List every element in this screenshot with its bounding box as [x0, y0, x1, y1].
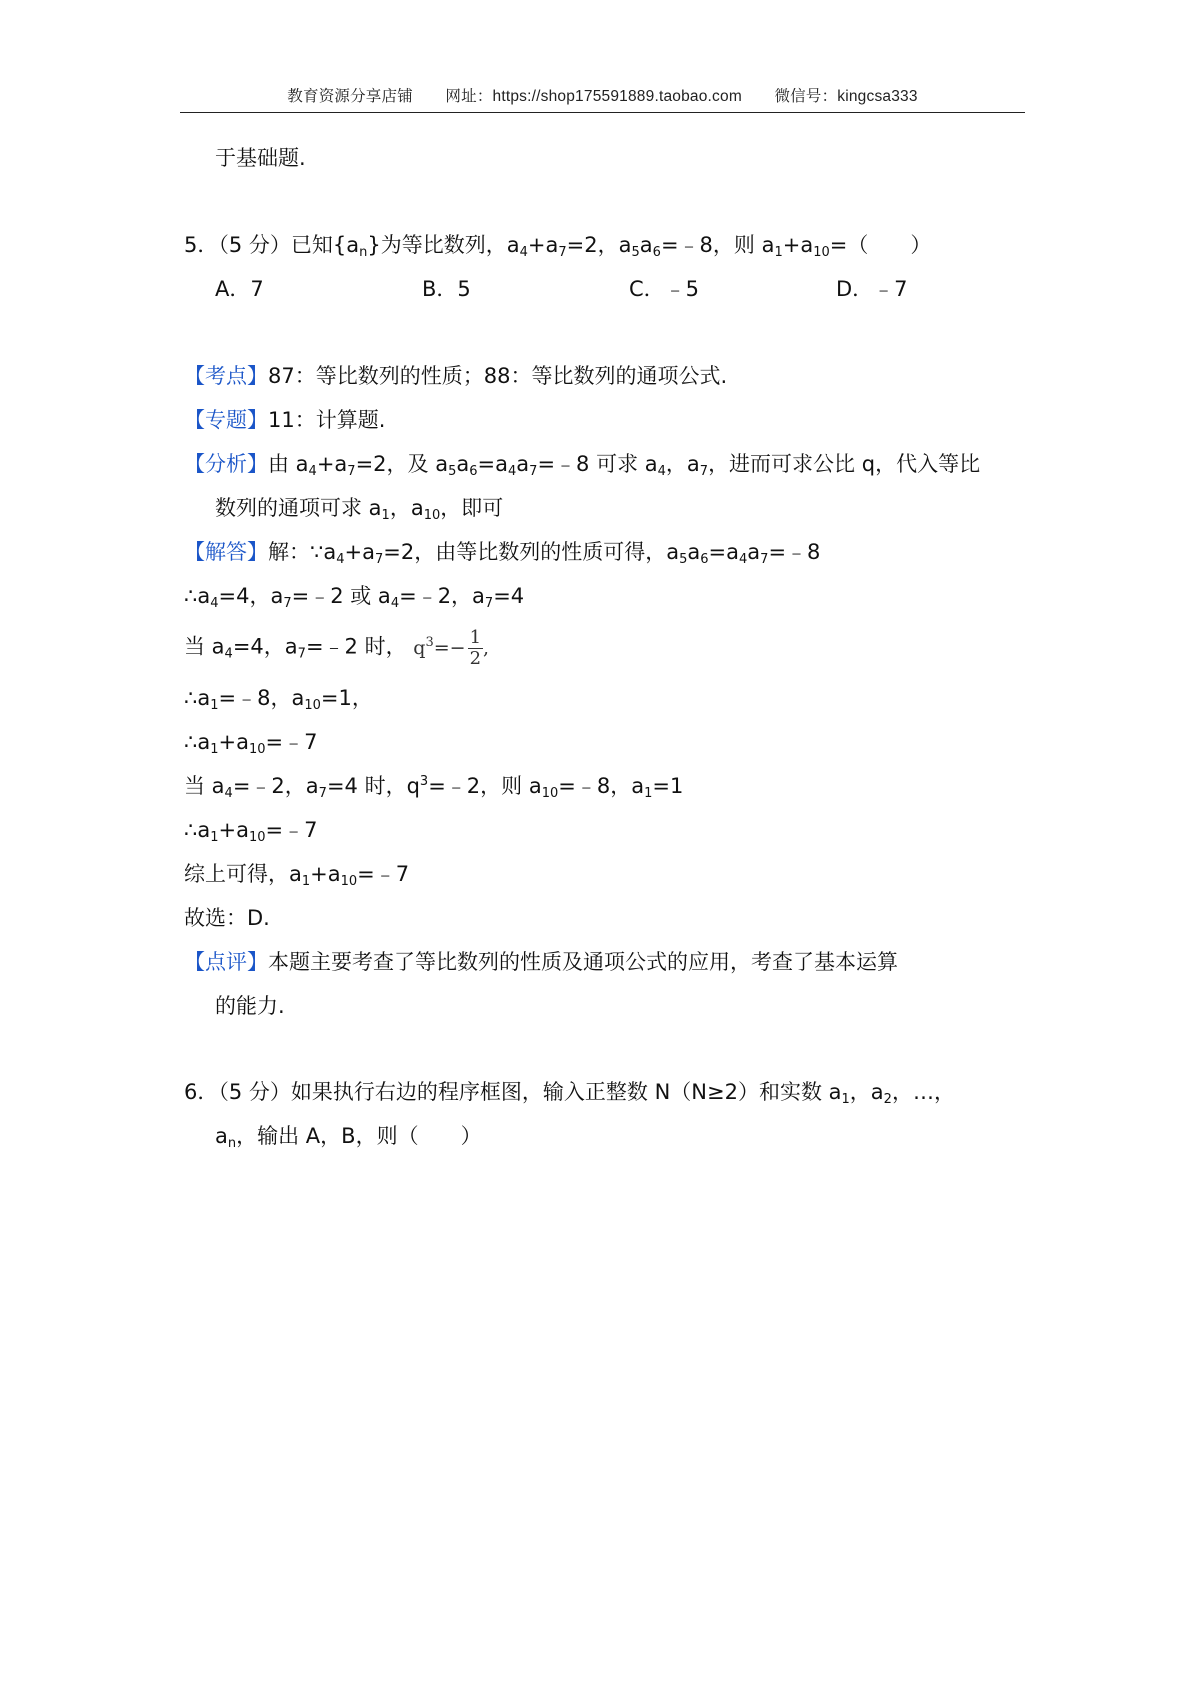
- dianping-tag: 【点评】: [184, 950, 268, 974]
- text-segment: ，输出 A，B，则（ ）: [236, 1124, 482, 1148]
- subscript: 6: [469, 464, 478, 479]
- solution-line-3: [184, 628, 489, 669]
- text-segment: =﹣2，则 a: [428, 774, 542, 798]
- text-segment: =﹣7: [265, 730, 318, 754]
- text-segment: =﹣7: [357, 862, 410, 886]
- text-segment: =−: [433, 636, 466, 659]
- subscript: 1: [774, 245, 783, 260]
- text-segment: ∴a: [184, 584, 211, 608]
- subscript: 4: [739, 552, 748, 567]
- text-segment: 当 a: [184, 634, 225, 659]
- subscript: 7: [374, 552, 384, 567]
- text-segment: ，a: [665, 452, 700, 476]
- text-segment: 综上可得，a: [184, 862, 302, 886]
- text-segment: ,: [483, 636, 490, 659]
- text-segment: 2: [469, 648, 482, 669]
- subscript: 7: [318, 786, 327, 801]
- wechat-id: 微信号：kingcsa333: [774, 88, 918, 105]
- subscript: 6: [700, 552, 709, 567]
- text-segment: 11：计算题.: [268, 408, 386, 432]
- text-segment: ∴a: [184, 818, 211, 842]
- subscript: 7: [283, 596, 292, 611]
- solution-conclusion: [184, 859, 409, 889]
- text-segment: =﹣2 时，: [305, 634, 407, 659]
- question-score: （5 分）: [218, 1080, 291, 1104]
- option-d: D．﹣7: [836, 277, 908, 301]
- subscript: n: [227, 1136, 237, 1151]
- question-6-stem-2: [215, 1121, 482, 1151]
- subscript: 1: [381, 508, 390, 523]
- text-segment: +a: [527, 233, 559, 257]
- subscript: 4: [224, 646, 233, 662]
- text-segment: =4，a: [232, 634, 298, 659]
- text-segment: +a: [310, 862, 341, 886]
- text-segment: =a: [708, 540, 739, 564]
- shop-name: 教育资源分享店铺: [287, 88, 413, 105]
- previous-answer-tail: 于基础题.: [215, 146, 306, 170]
- page-header: [180, 84, 1025, 113]
- subscript: 7: [297, 646, 306, 662]
- text-segment: =4，a: [218, 584, 284, 608]
- shop-website: 网址：https://shop175591889.taobao.com: [445, 88, 742, 105]
- subscript: 4: [308, 464, 317, 479]
- option-a: A．7: [215, 277, 264, 301]
- text-segment: a: [747, 540, 761, 564]
- jieda-line: [184, 537, 820, 567]
- dianping-line-1: [184, 947, 898, 977]
- text-segment: =2，及 a: [355, 452, 449, 476]
- subscript: n: [359, 245, 368, 260]
- text-segment: 如果执行右边的程序框图，输入正整数 N（N≥2）和实数 a: [290, 1080, 842, 1104]
- subscript: 10: [248, 830, 266, 845]
- text-segment: =﹣7: [265, 818, 318, 842]
- subscript: 10: [541, 786, 559, 801]
- text-segment: 由 a: [268, 452, 309, 476]
- subscript: 10: [304, 698, 321, 713]
- subscript: 5: [631, 245, 640, 260]
- question-number: 6．: [184, 1080, 219, 1104]
- text-segment: +a: [218, 818, 249, 842]
- fenxi-line-2: [215, 493, 503, 523]
- option-b: B．5: [422, 277, 471, 301]
- text-segment: =a: [477, 452, 508, 476]
- subscript: 4: [508, 464, 517, 479]
- dianping-line-2: 的能力.: [215, 994, 285, 1018]
- subscript: 7: [484, 596, 494, 611]
- text-segment: ，…，: [891, 1080, 955, 1104]
- subscript: 7: [529, 464, 538, 479]
- kaodian-line: [184, 361, 727, 391]
- solution-line-5: [184, 727, 318, 757]
- subscript: 10: [248, 742, 266, 757]
- subscript: 7: [760, 552, 769, 567]
- subscript: 1: [210, 830, 219, 845]
- question-5-options: [215, 274, 908, 304]
- subscript: 10: [340, 874, 358, 889]
- subscript: 5: [679, 552, 688, 567]
- solution-line-7: [184, 815, 318, 845]
- subscript: 4: [336, 552, 345, 567]
- text-segment: +a: [782, 233, 814, 257]
- option-c: C．﹣5: [629, 277, 700, 301]
- subscript: 4: [519, 245, 528, 260]
- text-segment: ，进而可求公比 q，代入等比: [708, 452, 981, 476]
- text-segment: ∴a: [184, 686, 211, 710]
- subscript: 1: [210, 742, 219, 757]
- text-segment: a: [516, 452, 530, 476]
- fraction-one-half: [468, 628, 483, 669]
- kaodian-tag: 【考点】: [184, 364, 268, 388]
- text-segment: =1: [652, 774, 684, 798]
- subscript: 4: [657, 464, 666, 479]
- text-segment: +a: [218, 730, 249, 754]
- superscript: 3: [425, 634, 434, 650]
- subscript: 4: [390, 596, 400, 611]
- text-segment: +a: [344, 540, 375, 564]
- fenxi-line-1: [184, 449, 980, 479]
- text-segment: }为等比数列，a: [367, 233, 520, 257]
- answer-choice: 故选：D.: [184, 906, 270, 930]
- text-segment: 解：∵a: [268, 540, 337, 564]
- text-segment: ，即可: [440, 496, 504, 520]
- q-cubed-formula: [413, 627, 490, 669]
- text-segment: =4 时，q: [326, 774, 420, 798]
- text-segment: =（ ）: [829, 233, 932, 257]
- text-segment: 数列的通项可求 a: [215, 496, 382, 520]
- text-segment: 87：等比数列的性质；88：等比数列的通项公式.: [268, 364, 728, 388]
- zhuanti-line: [184, 405, 385, 435]
- text-segment: +a: [316, 452, 348, 476]
- text-segment: =﹣2，a: [399, 584, 485, 608]
- question-5-stem: [184, 230, 931, 260]
- text-segment: =﹣8: [768, 540, 821, 564]
- subscript: 10: [813, 245, 830, 260]
- text-segment: =2，a: [566, 233, 632, 257]
- text-segment: 已知{a: [290, 233, 360, 257]
- text-segment: =﹣8，a: [218, 686, 305, 710]
- text-segment: =﹣8，则 a: [660, 233, 775, 257]
- zhuanti-tag: 【专题】: [184, 408, 268, 432]
- question-score: （5 分）: [218, 233, 291, 257]
- subscript: 1: [644, 786, 653, 801]
- question-6-stem-1: [184, 1077, 955, 1107]
- text-segment: 本题主要考查了等比数列的性质及通项公式的应用，考查了基本运算: [268, 950, 898, 974]
- text-segment: ，a: [389, 496, 424, 520]
- text-segment: =﹣2 或 a: [291, 584, 391, 608]
- text-segment: =﹣8，a: [558, 774, 645, 798]
- text-segment: 当 a: [184, 774, 225, 798]
- text-segment: =2，由等比数列的性质可得，a: [383, 540, 680, 564]
- superscript: 3: [419, 774, 429, 789]
- text-segment: a: [639, 233, 653, 257]
- text-segment: a: [687, 540, 701, 564]
- text-segment: q: [413, 636, 426, 659]
- text-segment: ，a: [849, 1080, 884, 1104]
- subscript: 4: [210, 596, 219, 611]
- subscript: 1: [841, 1092, 850, 1107]
- subscript: 5: [448, 464, 457, 479]
- jieda-tag: 【解答】: [184, 540, 268, 564]
- solution-line-4: [184, 683, 373, 713]
- solution-line-2: [184, 581, 524, 611]
- subscript: 10: [423, 508, 441, 523]
- text-segment: 1: [469, 627, 482, 648]
- subscript: 6: [652, 245, 661, 260]
- text-segment: a: [456, 452, 470, 476]
- text-segment: =4: [493, 584, 525, 608]
- text-segment: a: [215, 1124, 228, 1148]
- subscript: 4: [224, 786, 233, 801]
- text-segment: =﹣8 可求 a: [537, 452, 658, 476]
- question-number: 5．: [184, 233, 219, 257]
- fenxi-tag: 【分析】: [184, 452, 268, 476]
- subscript: 7: [347, 464, 356, 479]
- subscript: 1: [210, 698, 219, 713]
- solution-line-6: [184, 771, 683, 801]
- text-segment: ∴a: [184, 730, 211, 754]
- subscript: 7: [699, 464, 709, 479]
- subscript: 7: [558, 245, 567, 260]
- subscript: 2: [883, 1092, 892, 1107]
- text-segment: =1，: [320, 686, 373, 710]
- text-segment: =﹣2，a: [232, 774, 319, 798]
- subscript: 1: [301, 874, 311, 889]
